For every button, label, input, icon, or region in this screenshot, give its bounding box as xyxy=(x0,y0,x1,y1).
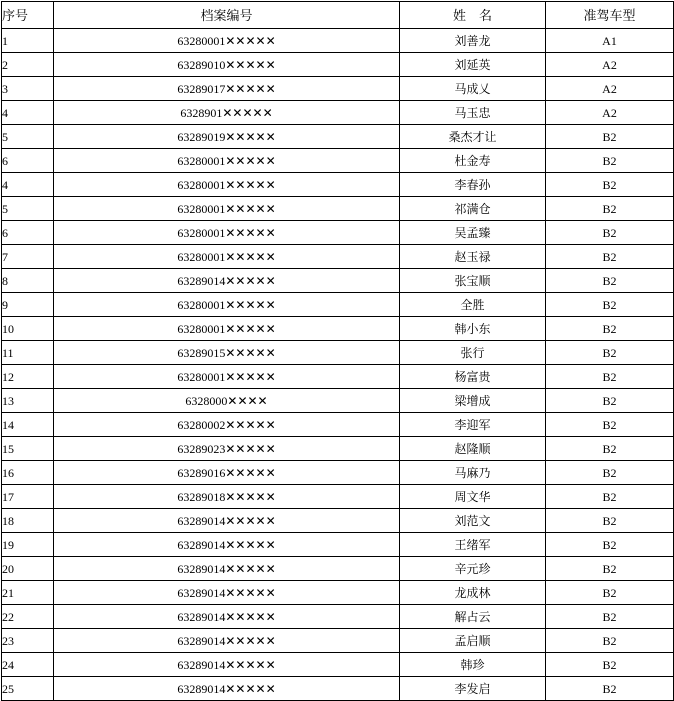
cell-name: 孟启顺 xyxy=(400,629,546,653)
cell-index: 25 xyxy=(2,677,54,701)
table-row xyxy=(2,557,674,581)
table-header-row xyxy=(2,2,674,29)
cell-file-no: 63280001✕✕✕✕✕ xyxy=(54,245,400,269)
cell-file-no: 63280001✕✕✕✕✕ xyxy=(54,317,400,341)
table-row xyxy=(2,53,674,77)
cell-file-no: 63289018✕✕✕✕✕ xyxy=(54,485,400,509)
cell-file-no: 63289014✕✕✕✕✕ xyxy=(54,269,400,293)
cell-name: 李春孙 xyxy=(400,173,546,197)
cell-file-no: 63289015✕✕✕✕✕ xyxy=(54,341,400,365)
cell-file-no: 6328000✕✕✕✕ xyxy=(54,389,400,413)
cell-index: 17 xyxy=(2,485,54,509)
cell-name: 刘范文 xyxy=(400,509,546,533)
cell-license-type: B2 xyxy=(546,173,674,197)
cell-name: 杨富贵 xyxy=(400,365,546,389)
cell-name: 祁满仓 xyxy=(400,197,546,221)
table-row xyxy=(2,317,674,341)
cell-name: 解占云 xyxy=(400,605,546,629)
cell-name: 刘延英 xyxy=(400,53,546,77)
cell-file-no: 63289010✕✕✕✕✕ xyxy=(54,53,400,77)
cell-file-no: 63289023✕✕✕✕✕ xyxy=(54,437,400,461)
cell-name: 吴孟臻 xyxy=(400,221,546,245)
table-row xyxy=(2,413,674,437)
cell-index: 1 xyxy=(2,29,54,53)
cell-index: 15 xyxy=(2,437,54,461)
cell-index: 19 xyxy=(2,533,54,557)
cell-license-type: B2 xyxy=(546,389,674,413)
cell-name: 桑杰才让 xyxy=(400,125,546,149)
cell-index: 5 xyxy=(2,197,54,221)
column-header-license-type: 准驾车型 xyxy=(546,2,674,29)
cell-license-type: B2 xyxy=(546,221,674,245)
cell-file-no: 6328901✕✕✕✕✕ xyxy=(54,101,400,125)
cell-license-type: A1 xyxy=(546,29,674,53)
table-row xyxy=(2,29,674,53)
cell-file-no: 63289014✕✕✕✕✕ xyxy=(54,557,400,581)
table-row xyxy=(2,293,674,317)
cell-index: 11 xyxy=(2,341,54,365)
cell-license-type: B2 xyxy=(546,197,674,221)
cell-file-no: 63289014✕✕✕✕✕ xyxy=(54,653,400,677)
cell-name: 龙成林 xyxy=(400,581,546,605)
cell-index: 8 xyxy=(2,269,54,293)
cell-index: 6 xyxy=(2,221,54,245)
cell-license-type: B2 xyxy=(546,269,674,293)
cell-index: 14 xyxy=(2,413,54,437)
table-row xyxy=(2,581,674,605)
cell-license-type: B2 xyxy=(546,365,674,389)
cell-name: 马成乂 xyxy=(400,77,546,101)
cell-name: 韩珍 xyxy=(400,653,546,677)
cell-license-type: B2 xyxy=(546,485,674,509)
cell-name: 全胜 xyxy=(400,293,546,317)
cell-index: 7 xyxy=(2,245,54,269)
cell-name: 辛元珍 xyxy=(400,557,546,581)
cell-file-no: 63280001✕✕✕✕✕ xyxy=(54,29,400,53)
cell-file-no: 63280001✕✕✕✕✕ xyxy=(54,149,400,173)
cell-license-type: B2 xyxy=(546,605,674,629)
cell-license-type: B2 xyxy=(546,461,674,485)
table-row xyxy=(2,77,674,101)
table-row xyxy=(2,149,674,173)
cell-name: 李发启 xyxy=(400,677,546,701)
cell-license-type: B2 xyxy=(546,413,674,437)
cell-license-type: B2 xyxy=(546,533,674,557)
cell-file-no: 63289014✕✕✕✕✕ xyxy=(54,677,400,701)
cell-file-no: 63280001✕✕✕✕✕ xyxy=(54,221,400,245)
cell-license-type: B2 xyxy=(546,437,674,461)
cell-license-type: B2 xyxy=(546,293,674,317)
table-row xyxy=(2,173,674,197)
table-row xyxy=(2,389,674,413)
table-row xyxy=(2,653,674,677)
cell-license-type: A2 xyxy=(546,53,674,77)
table-row xyxy=(2,269,674,293)
cell-name: 张行 xyxy=(400,341,546,365)
cell-index: 3 xyxy=(2,77,54,101)
document-page xyxy=(0,1,674,696)
table-row xyxy=(2,101,674,125)
table-row xyxy=(2,677,674,701)
cell-file-no: 63289019✕✕✕✕✕ xyxy=(54,125,400,149)
cell-name: 刘善龙 xyxy=(400,29,546,53)
cell-index: 13 xyxy=(2,389,54,413)
table-row xyxy=(2,533,674,557)
table-row xyxy=(2,197,674,221)
cell-index: 4 xyxy=(2,101,54,125)
cell-file-no: 63289014✕✕✕✕✕ xyxy=(54,581,400,605)
column-header-index: 序号 xyxy=(2,2,54,29)
table-row xyxy=(2,365,674,389)
cell-license-type: B2 xyxy=(546,677,674,701)
cell-file-no: 63289014✕✕✕✕✕ xyxy=(54,629,400,653)
cell-name: 杜金寿 xyxy=(400,149,546,173)
table-row xyxy=(2,125,674,149)
cell-file-no: 63280002✕✕✕✕✕ xyxy=(54,413,400,437)
cell-name: 李迎军 xyxy=(400,413,546,437)
cell-index: 23 xyxy=(2,629,54,653)
table-row xyxy=(2,509,674,533)
cell-license-type: B2 xyxy=(546,557,674,581)
cell-name: 赵隆顺 xyxy=(400,437,546,461)
cell-index: 2 xyxy=(2,53,54,77)
table-row xyxy=(2,341,674,365)
cell-license-type: A2 xyxy=(546,77,674,101)
cell-index: 5 xyxy=(2,125,54,149)
cell-file-no: 63289014✕✕✕✕✕ xyxy=(54,509,400,533)
cell-license-type: B2 xyxy=(546,149,674,173)
cell-index: 18 xyxy=(2,509,54,533)
table-row xyxy=(2,437,674,461)
cell-license-type: A2 xyxy=(546,101,674,125)
cell-file-no: 63280001✕✕✕✕✕ xyxy=(54,173,400,197)
cell-file-no: 63289014✕✕✕✕✕ xyxy=(54,533,400,557)
cell-file-no: 63289016✕✕✕✕✕ xyxy=(54,461,400,485)
cell-name: 赵玉禄 xyxy=(400,245,546,269)
cell-name: 梁增成 xyxy=(400,389,546,413)
column-header-file-no: 档案编号 xyxy=(54,2,400,29)
driver-roster-table xyxy=(1,1,674,701)
cell-index: 12 xyxy=(2,365,54,389)
cell-license-type: B2 xyxy=(546,509,674,533)
column-header-name: 姓 名 xyxy=(400,2,546,29)
table-row xyxy=(2,221,674,245)
cell-file-no: 63280001✕✕✕✕✕ xyxy=(54,293,400,317)
cell-name: 周文华 xyxy=(400,485,546,509)
cell-license-type: B2 xyxy=(546,629,674,653)
cell-index: 20 xyxy=(2,557,54,581)
cell-license-type: B2 xyxy=(546,317,674,341)
cell-license-type: B2 xyxy=(546,245,674,269)
cell-file-no: 63289014✕✕✕✕✕ xyxy=(54,605,400,629)
cell-license-type: B2 xyxy=(546,653,674,677)
cell-license-type: B2 xyxy=(546,581,674,605)
cell-name: 韩小东 xyxy=(400,317,546,341)
cell-index: 16 xyxy=(2,461,54,485)
table-row xyxy=(2,485,674,509)
table-row xyxy=(2,461,674,485)
cell-index: 9 xyxy=(2,293,54,317)
cell-index: 24 xyxy=(2,653,54,677)
cell-file-no: 63289017✕✕✕✕✕ xyxy=(54,77,400,101)
cell-index: 22 xyxy=(2,605,54,629)
table-body xyxy=(2,29,674,701)
cell-file-no: 63280001✕✕✕✕✕ xyxy=(54,365,400,389)
cell-index: 6 xyxy=(2,149,54,173)
cell-file-no: 63280001✕✕✕✕✕ xyxy=(54,197,400,221)
cell-name: 王绪军 xyxy=(400,533,546,557)
cell-index: 4 xyxy=(2,173,54,197)
table-row xyxy=(2,245,674,269)
table-row xyxy=(2,605,674,629)
cell-name: 马玉忠 xyxy=(400,101,546,125)
cell-name: 张宝顺 xyxy=(400,269,546,293)
cell-license-type: B2 xyxy=(546,125,674,149)
cell-name: 马麻乃 xyxy=(400,461,546,485)
cell-index: 10 xyxy=(2,317,54,341)
cell-index: 21 xyxy=(2,581,54,605)
cell-license-type: B2 xyxy=(546,341,674,365)
